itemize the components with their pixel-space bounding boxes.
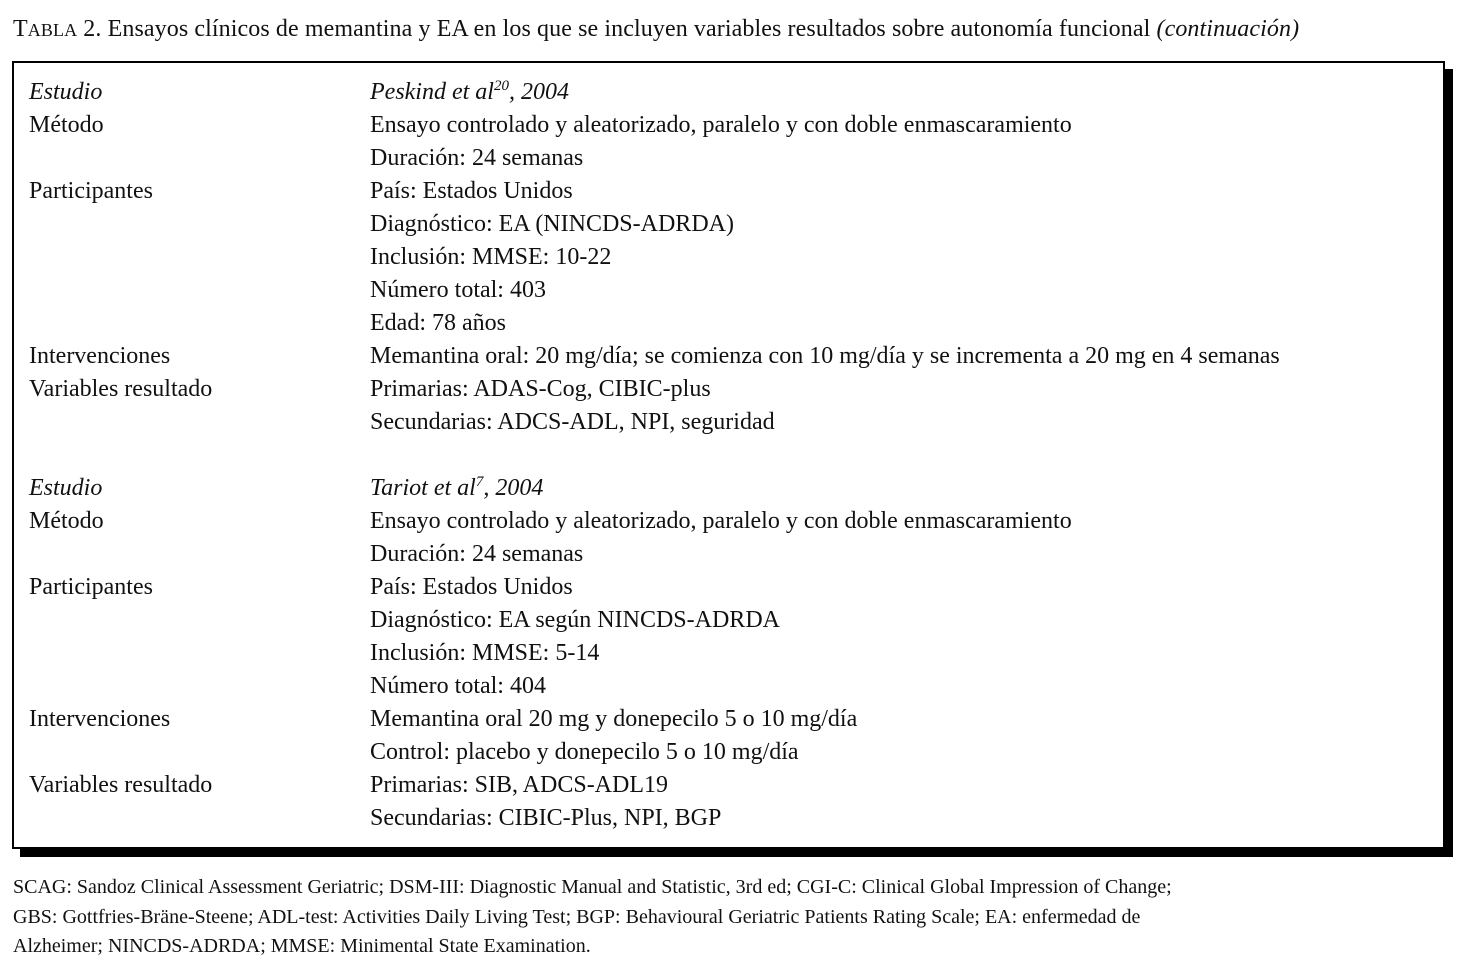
row-value: Memantina oral 20 mg y donepecilo 5 o 10 mg/día: [370, 706, 858, 732]
study-label: Estudio: [29, 475, 103, 501]
table-caption: [13, 16, 1299, 43]
row-label: Intervenciones: [29, 706, 171, 732]
row-label: Método: [29, 508, 104, 534]
row-label: Variables resultado: [29, 376, 213, 402]
study-title: [370, 76, 569, 109]
studies-table: [12, 61, 1445, 849]
table-footnote: [13, 873, 1453, 962]
study-ref: 7: [475, 474, 484, 490]
row-value: Primarias: SIB, ADCS-ADL19: [370, 772, 669, 798]
row-value: Diagnóstico: EA (NINCDS-ADRDA): [370, 211, 734, 237]
row-value: Número total: 404: [370, 673, 546, 699]
row-value: Ensayo controlado y aleatorizado, paralelo y con doble enmascaramiento: [370, 508, 1072, 534]
study-author: Tariot et al: [370, 475, 476, 501]
footnote-line: SCAG: Sandoz Clinical Assessment Geriatric; DSM-III: Diagnostic Manual and Statistic, 3rd ed; CGI-C: Clinical Global Impression of Change;: [13, 876, 1172, 898]
row-value: Duración: 24 semanas: [370, 145, 584, 171]
row-value: Número total: 403: [370, 277, 546, 303]
row-label: Variables resultado: [29, 772, 213, 798]
row-value: Diagnóstico: EA según NINCDS-ADRDA: [370, 607, 780, 633]
row-value: Inclusión: MMSE: 10-22: [370, 244, 612, 270]
row-label: Participantes: [29, 574, 153, 600]
row-value: Memantina oral: 20 mg/día; se comienza con 10 mg/día y se incrementa a 20 mg en 4 semanas: [370, 343, 1280, 369]
row-value: Duración: 24 semanas: [370, 541, 584, 567]
row-value: Secundarias: ADCS-ADL, NPI, seguridad: [370, 409, 775, 435]
study-title: [370, 472, 543, 505]
row-value: Edad: 78 años: [370, 310, 506, 336]
row-value: Primarias: ADAS-Cog, CIBIC-plus: [370, 376, 711, 402]
row-value: Secundarias: CIBIC-Plus, NPI, BGP: [370, 805, 722, 831]
row-value: País: Estados Unidos: [370, 178, 573, 204]
footnote-line: GBS: Gottfries-Bräne-Steene; ADL-test: Activities Daily Living Test; BGP: Behavioural Geriatric Patients Rating Scale; EA: enfermedad de: [13, 905, 1141, 928]
row-label: Participantes: [29, 178, 153, 204]
row-label: Intervenciones: [29, 343, 171, 369]
caption-prefix-smallcaps: ABLA: [27, 20, 78, 40]
row-value: Inclusión: MMSE: 5-14: [370, 640, 600, 666]
caption-continuation: (continuación): [1156, 16, 1300, 42]
study-year: , 2004: [508, 79, 569, 105]
row-value: Control: placebo y donepecilo 5 o 10 mg/día: [370, 739, 799, 765]
caption-number: 2.: [77, 16, 102, 42]
study-author: Peskind et al: [370, 79, 494, 105]
row-value: Ensayo controlado y aleatorizado, paralelo y con doble enmascaramiento: [370, 112, 1072, 138]
caption-text: Ensayos clínicos de memantina y EA en los que se incluyen variables resultados sobre autonomía funcional: [101, 16, 1157, 42]
study-label: Estudio: [29, 79, 103, 105]
row-value: País: Estados Unidos: [370, 574, 573, 600]
footnote-line: Alzheimer; NINCDS-ADRDA; MMSE: Minimental State Examination.: [13, 935, 591, 957]
row-label: Método: [29, 112, 104, 138]
study-year: , 2004: [483, 475, 544, 501]
study-ref: 20: [493, 78, 509, 94]
caption-prefix-initial: T: [13, 16, 28, 42]
